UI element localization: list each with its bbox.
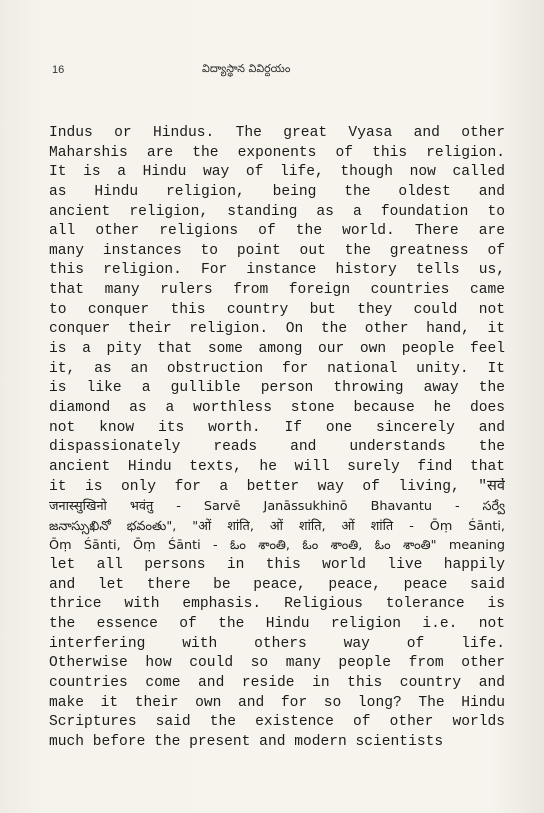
text-line: diamond as a worthless stone because he does: [49, 399, 505, 416]
body-text: [49, 124, 505, 753]
text-line-multiscript: जनास्सुखिनो भवंतु - Sarvē Janāssukhinō Bhavantu - సర్వే: [49, 499, 505, 515]
text-line: to conquer this country but they could not: [49, 301, 505, 318]
text-line: that many rulers from foreign countries came: [49, 282, 505, 299]
text-line: dispassionately reads and understands the: [49, 439, 505, 456]
text-line: all other religions of the world. There are: [49, 223, 505, 240]
text-line: it is only for a better way of living, "सर्वे: [49, 478, 505, 495]
text-line: make it their own and for so long? The Hindu: [49, 694, 505, 711]
text-line: interfering with others way of life.: [49, 635, 505, 652]
text-line: this religion. For instance history tells us,: [49, 262, 505, 279]
text-line-multiscript: జనాస్సుఖినో భవంతు", "ओं शांति, ओं शांति, ओं शांति - Ōṃ Śānti,: [49, 518, 505, 534]
text-line: not know its worth. If one sincerely and: [49, 419, 505, 436]
text-line: thrice with emphasis. Religious tolerance is: [49, 596, 505, 613]
text-line: Otherwise how could so many people from other: [49, 655, 505, 672]
text-line: many instances to point out the greatness of: [49, 242, 505, 259]
text-line: it, as an obstruction for national unity. It: [49, 360, 505, 377]
text-line: conquer their religion. On the other hand, it: [49, 321, 505, 338]
running-title: విద్యాస్థాన వివిర్దయం: [202, 62, 291, 75]
text-line: let all persons in this world live happily: [49, 557, 505, 574]
text-line: is a pity that some among our own people feel: [49, 341, 505, 358]
text-line: It is a Hindu way of life, though now called: [49, 164, 505, 181]
text-line: ancient Hindu texts, he will surely find that: [49, 458, 505, 475]
page-header: [52, 62, 504, 84]
text-line: ancient religion, standing as a foundation to: [49, 203, 505, 220]
text-line: countries come and reside in this country and: [49, 674, 505, 691]
text-line: much before the present and modern scientists: [49, 733, 444, 750]
text-line: Maharshis are the exponents of this religion.: [49, 144, 505, 161]
text-line: is like a gullible person throwing away the: [49, 380, 505, 397]
text-line: Scriptures said the existence of other worlds: [49, 714, 505, 731]
text-line: and let there be peace, peace, peace said: [49, 576, 505, 593]
text-line: Indus or Hindus. The great Vyasa and other: [49, 125, 505, 141]
text-line: as Hindu religion, being the oldest and: [49, 183, 505, 200]
page-number: 16: [52, 64, 65, 76]
text-line: the essence of the Hindu religion i.e. not: [49, 616, 505, 633]
text-line-multiscript: Ōṃ Śānti, Ōṃ Śānti - ఓం శాంతి, ఓం శాంతి, ఓం శాంతి" meaning: [49, 538, 505, 554]
